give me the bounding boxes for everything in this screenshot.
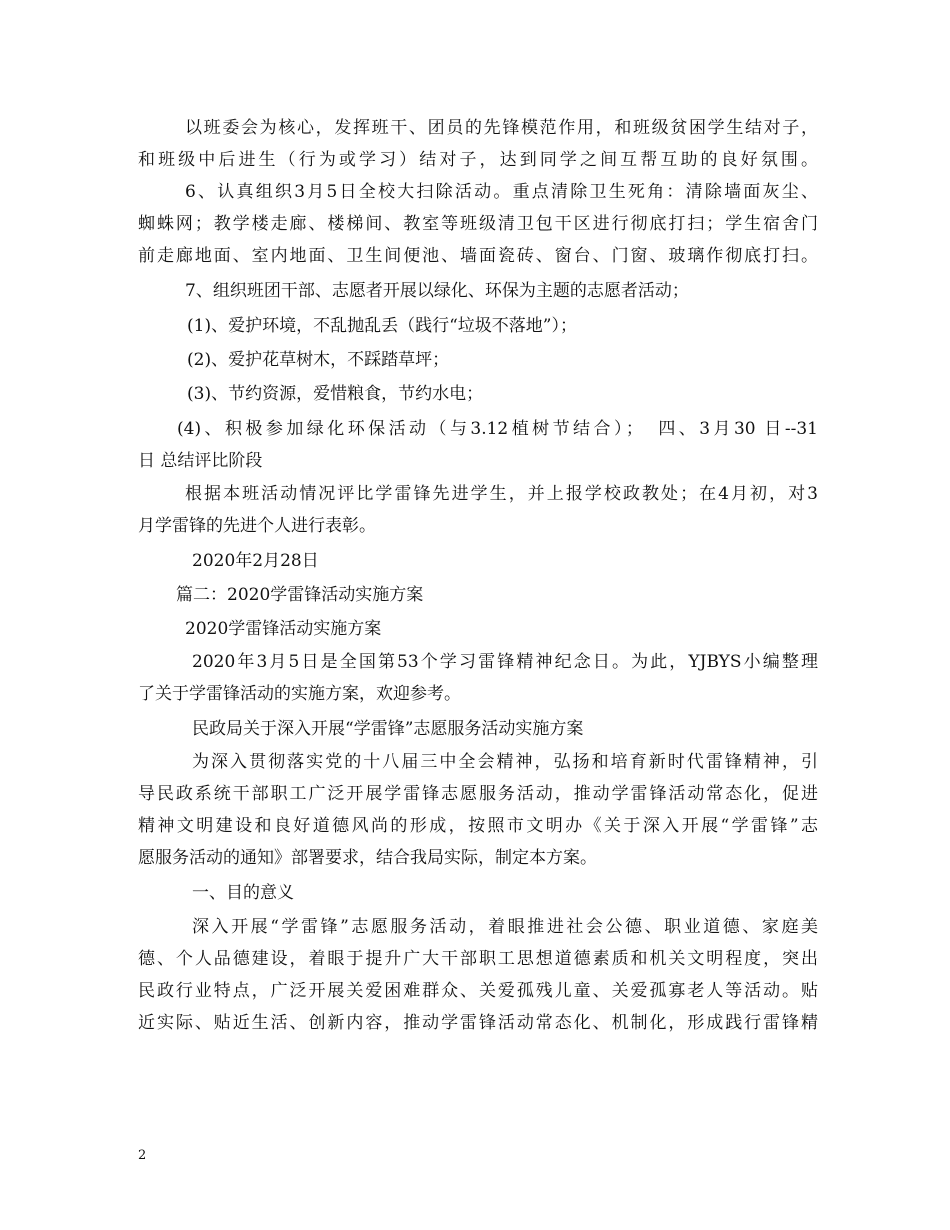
- text-line-8: (2)、爱护花草树木，不踩踏草坪；: [187, 350, 450, 370]
- text-line-23: 愿服务活动的通知》部署要求，结合我局实际，制定本方案。: [138, 848, 597, 868]
- text-line-20: 为深入贯彻落实党的十八届三中全会精神，弘扬和培育新时代雷锋精神，引: [192, 752, 818, 772]
- text-line-11: 日 总结评比阶段: [138, 451, 263, 471]
- text-line-5: 前走廊地面、室内地面、卫生间便池、墙面瓷砖、窗台、门窗、玻璃作彻底打扫。: [138, 246, 818, 266]
- text-line-27: 民政行业特点，广泛开展关爱困难群众、关爱孤残儿童、关爱孤寡老人等活动。贴: [138, 981, 818, 1001]
- text-line-26: 德、个人品德建设，着眼于提升广大干部职工思想道德素质和机关文明程度，突出: [138, 949, 818, 969]
- text-line-19: 民政局关于深入开展“学雷锋”志愿服务活动实施方案: [192, 719, 584, 739]
- text-line-12: 根据本班活动情况评比学雷锋先进学生，并上报学校政教处；在4月初，对3: [185, 484, 818, 504]
- text-line-16: 2020学雷锋活动实施方案: [185, 619, 382, 639]
- text-line-1: 以班委会为核心，发挥班干、团员的先锋模范作用，和班级贫困学生结对子，: [185, 118, 818, 138]
- text-line-25: 深入开展“学雷锋”志愿服务活动，着眼推进社会公德、职业道德、家庭美: [192, 917, 818, 937]
- text-line-6: 7、组织班团干部、志愿者开展以绿化、环保为主题的志愿者活动；: [185, 281, 689, 301]
- text-line-15: 篇二：2020学雷锋活动实施方案: [176, 585, 424, 605]
- text-line-17: 2020年3月5日是全国第53个学习雷锋精神纪念日。为此，YJBYS小编整理: [192, 652, 818, 672]
- text-line-13: 月学雷锋的先进个人进行表彰。: [138, 516, 376, 536]
- text-line-3: 6、认真组织3月5日全校大扫除活动。重点清除卫生死角：清除墙面灰尘、: [185, 182, 818, 202]
- text-line-9: (3)、节约资源，爱惜粮食，节约水电；: [187, 384, 484, 404]
- text-line-7: (1)、爱护环境，不乱抛乱丢（践行“垃圾不落地”）；: [187, 316, 577, 336]
- text-line-22: 精神文明建设和良好道德风尚的形成，按照市文明办《关于深入开展“学雷锋”志: [138, 816, 818, 836]
- text-line-2: 和班级中后进生（行为或学习）结对子，达到同学之间互帮互助的良好氛围。: [138, 150, 818, 170]
- text-line-28: 近实际、贴近生活、创新内容，推动学雷锋活动常态化、机制化，形成践行雷锋精: [138, 1013, 818, 1033]
- text-line-18: 了关于学雷锋活动的实施方案，欢迎参考。: [138, 684, 461, 704]
- text-line-24: 一、目的意义: [192, 883, 294, 903]
- text-line-14: 2020年2月28日: [192, 551, 319, 571]
- page-number: 2: [138, 1148, 147, 1163]
- text-line-21: 导民政系统干部职工广泛开展学雷锋志愿服务活动，推动学雷锋活动常态化，促进: [138, 784, 818, 804]
- text-line-4: 蜘蛛网；教学楼走廊、楼梯间、教室等班级清卫包干区进行彻底打扫；学生宿舍门: [138, 214, 818, 234]
- text-line-10: (4)、积极参加绿化环保活动（与3.12植树节结合）； 四、3月30 日--31: [177, 419, 818, 439]
